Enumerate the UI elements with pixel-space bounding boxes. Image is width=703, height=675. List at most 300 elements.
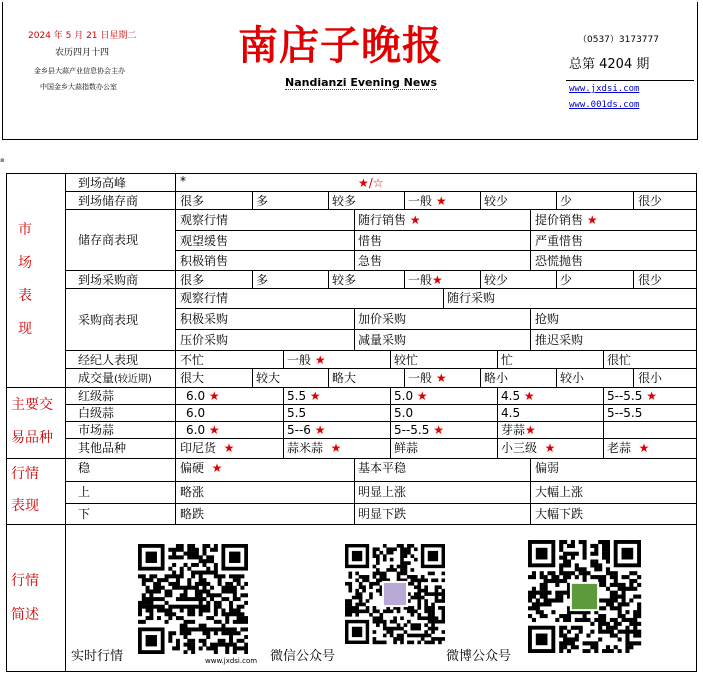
qr-module: [563, 641, 567, 645]
section-trend-2: 表现: [11, 498, 39, 514]
qr-module: [424, 589, 428, 593]
opt: 少: [560, 273, 573, 287]
qr-module: [244, 620, 248, 624]
qr-module: [393, 637, 397, 641]
qr-module: [424, 592, 428, 596]
qr-module: [397, 623, 401, 627]
grid-line: [175, 173, 176, 524]
qr-module: [614, 618, 618, 622]
qr-module: [397, 575, 401, 579]
opt: 不忙: [180, 353, 205, 367]
qr-module: [442, 599, 445, 603]
opt: 随行采购: [447, 291, 496, 305]
qr-module: [583, 575, 587, 579]
qr-module: [168, 608, 172, 612]
qr-module: [218, 627, 222, 631]
qr-module: [214, 601, 218, 605]
qr-module: [551, 610, 555, 614]
qr-module: [366, 599, 370, 603]
qr-module: [606, 556, 610, 560]
opt: 较少: [484, 273, 509, 287]
qr-module: [191, 627, 195, 631]
qr-module: [598, 575, 602, 579]
qr-module: [168, 635, 172, 639]
qr-module: [184, 650, 188, 654]
qr-module: [168, 616, 172, 620]
qr-module: [362, 575, 366, 579]
qr-module: [431, 592, 435, 596]
qr-module: [379, 572, 383, 576]
qr-module: [187, 639, 191, 643]
qr-module: [202, 548, 206, 552]
qr-module: [417, 585, 421, 589]
qr-module: [390, 620, 394, 624]
qr-module: [172, 631, 176, 635]
opt: 很少: [638, 273, 663, 287]
qr-module: [149, 578, 153, 582]
qr-module: [244, 601, 248, 605]
qr-module: [424, 630, 428, 634]
qr-module: [614, 579, 618, 583]
qr-module: [598, 540, 602, 544]
qr-module: [610, 626, 614, 630]
qr-module: [559, 579, 563, 583]
qr-module: [637, 614, 641, 618]
qr-module: [176, 646, 180, 650]
qr-module: [590, 630, 594, 634]
qr-module: [233, 578, 237, 582]
qr-module: [191, 608, 195, 612]
qr-module: [424, 641, 428, 645]
qr-module: [184, 563, 188, 567]
qr-module: [229, 586, 233, 590]
qr-module: [376, 558, 380, 562]
qr-module: [404, 623, 408, 627]
qr-module: [165, 601, 169, 605]
website-link-1[interactable]: www.jxdsi.com: [569, 84, 640, 94]
qr-module: [563, 575, 567, 579]
qr-module: [397, 572, 401, 576]
opt: 急售: [358, 254, 383, 268]
qr-module: [594, 645, 598, 649]
qr-module: [352, 610, 356, 614]
qr-module: [191, 620, 195, 624]
qr-module: [206, 601, 210, 605]
qr-module: [583, 556, 587, 560]
qr-module: [195, 597, 199, 601]
qr-module: [229, 590, 233, 594]
qr-module: [586, 641, 590, 645]
qr-module: [240, 593, 244, 597]
qr-module: [417, 582, 421, 586]
qr-module: [383, 558, 387, 562]
qr-module: [184, 590, 188, 594]
qr-module: [221, 586, 225, 590]
qr-module: [540, 587, 544, 591]
qr-module: [629, 583, 633, 587]
opt: 4.5: [501, 406, 521, 420]
qr-module: [414, 596, 418, 600]
qr-module: [414, 610, 418, 614]
qr-module: [633, 571, 637, 575]
qr-module: [442, 578, 445, 582]
qr-module: [404, 561, 408, 565]
qr-module: [373, 582, 377, 586]
qr-module: [359, 610, 363, 614]
qr-module: [359, 596, 363, 600]
qr-module: [583, 614, 587, 618]
qr-module: [544, 579, 548, 583]
qr-module: [373, 551, 377, 555]
qr-module: [614, 634, 618, 638]
qr-module: [355, 578, 359, 582]
qr-module: [221, 624, 225, 628]
qr-module: [424, 585, 428, 589]
qr-module: [590, 559, 594, 563]
opt: 略小: [484, 371, 509, 385]
qr-module: [240, 586, 244, 590]
opt-selected: 5--6 ★: [287, 423, 326, 437]
qr-module: [180, 593, 184, 597]
qr-module: [225, 612, 229, 616]
qr-module: [138, 605, 142, 609]
qr-module: [191, 612, 195, 616]
qr-module: [142, 620, 146, 624]
qr-module: [195, 586, 199, 590]
qr-module: [210, 548, 214, 552]
qr-module: [575, 634, 579, 638]
qr-module: [618, 614, 622, 618]
qr-module: [244, 593, 248, 597]
qr-caption: www.jxdsi.com: [205, 657, 258, 665]
qr-module: [214, 627, 218, 631]
qr-module: [610, 571, 614, 575]
qr-module: [583, 548, 587, 552]
qr-module: [442, 613, 445, 617]
qr-module: [369, 596, 373, 600]
qr-module: [563, 626, 567, 630]
qr-module: [376, 554, 380, 558]
qr-module: [417, 603, 421, 607]
grid-line: [252, 270, 253, 288]
qr-module: [414, 547, 418, 551]
qr-module: [633, 579, 637, 583]
co-organizer: 中国金乡大蒜指数办公室: [40, 83, 117, 91]
qr-module: [379, 620, 383, 624]
qr-module: [622, 591, 626, 595]
qr-module: [559, 591, 563, 595]
opt: 很多: [180, 273, 205, 287]
website-link-2[interactable]: www.001ds.com: [569, 100, 640, 110]
qr-module: [594, 552, 598, 556]
qr-module: [202, 552, 206, 556]
opt: 较大: [256, 371, 281, 385]
qr-module: [404, 551, 408, 555]
qr-module: [567, 649, 571, 653]
qr-module: [244, 643, 248, 647]
qr-module: [579, 626, 583, 630]
qr-module: [594, 559, 598, 563]
qr-module: [184, 593, 188, 597]
qr-module: [225, 586, 229, 590]
qr-module: [195, 571, 199, 575]
qr-module: [176, 544, 180, 548]
qr-module: [614, 598, 618, 602]
qr-module: [225, 631, 229, 635]
qr-module: [629, 598, 633, 602]
qr-module: [191, 563, 195, 567]
qr-module: [411, 596, 415, 600]
qr-module: [633, 622, 637, 626]
qr-module: [191, 586, 195, 590]
qr-module: [225, 590, 229, 594]
qr-module: [602, 575, 606, 579]
qr-module: [142, 582, 146, 586]
opt-selected: 5--5.5 ★: [607, 389, 657, 403]
qr-module: [206, 631, 210, 635]
qr-module: [629, 630, 633, 634]
qr-module: [225, 643, 229, 647]
qr-module: [191, 639, 195, 643]
qr-module: [602, 606, 606, 610]
qr-module: [180, 631, 184, 635]
qr-module: [376, 641, 380, 645]
qr-module: [161, 605, 165, 609]
qr-module: [438, 585, 442, 589]
qr-module: [191, 605, 195, 609]
qr-module: [345, 599, 349, 603]
qr-module: [602, 618, 606, 622]
qr-module: [184, 597, 188, 601]
qr-module: [594, 575, 598, 579]
qr-module: [176, 548, 180, 552]
qr-module: [598, 637, 602, 641]
qr-module: [400, 561, 404, 565]
qr-module: [199, 601, 203, 605]
qr-module: [233, 593, 237, 597]
qr-module: [428, 606, 432, 610]
qr-module: [157, 616, 161, 620]
qr-module: [414, 592, 418, 596]
qr-module: [614, 595, 618, 599]
label-volume: 成交量(较近期): [78, 371, 152, 385]
qr-module: [191, 646, 195, 650]
qr-module: [362, 610, 366, 614]
qr-module: [206, 646, 210, 650]
qr-module: [195, 627, 199, 631]
qr-module: [431, 637, 435, 641]
qr-module: [567, 563, 571, 567]
qr-module: [199, 590, 203, 594]
qr-module: [407, 575, 411, 579]
qr-module: [244, 627, 248, 631]
section-market-2: 场: [18, 255, 32, 271]
opt: 多: [256, 273, 269, 287]
qr-module: [206, 616, 210, 620]
qr-module: [390, 610, 394, 614]
qr-module: [221, 574, 225, 578]
arrival-peak-stars: ★/☆: [358, 176, 384, 190]
qr-module: [407, 551, 411, 555]
qr-module: [187, 555, 191, 559]
qr-module: [551, 579, 555, 583]
qr-module: [532, 618, 536, 622]
qr-module: [187, 643, 191, 647]
qr-module: [417, 627, 421, 631]
qr-module: [229, 574, 233, 578]
qr-module: [233, 597, 237, 601]
grid-line: [6, 524, 697, 525]
opt: 多: [256, 194, 269, 208]
grid-line: [443, 288, 444, 308]
qr-module: [157, 597, 161, 601]
qr-module: [431, 572, 435, 576]
qr-code-wechat[interactable]: [345, 544, 445, 652]
grid-line: [480, 270, 481, 288]
qr-module: [532, 591, 536, 595]
qr-module: [547, 598, 551, 602]
qr-module: [149, 597, 153, 601]
qr-module: [180, 544, 184, 548]
qr-module: [637, 575, 641, 579]
qr-module: [629, 587, 633, 591]
qr-module: [390, 634, 394, 638]
qr-module: [214, 608, 218, 612]
qr-module: [225, 597, 229, 601]
qr-module: [202, 586, 206, 590]
label-other-varieties: 其他品种: [78, 441, 127, 455]
qr-module: [165, 620, 169, 624]
qr-module: [229, 601, 233, 605]
qr-module: [431, 613, 435, 617]
qr-module: [598, 630, 602, 634]
qr-module: [575, 552, 579, 556]
opt-selected: 提价销售 ★: [535, 213, 598, 227]
qr-code-realtime[interactable]: [138, 544, 248, 654]
qr-module: [417, 596, 421, 600]
qr-module: [199, 571, 203, 575]
qr-module: [536, 610, 540, 614]
qr-module: [397, 565, 401, 569]
qr-module: [362, 603, 366, 607]
qr-module: [435, 637, 439, 641]
qr-module: [187, 582, 191, 586]
qr-module: [161, 608, 165, 612]
grid-line: [354, 209, 355, 270]
qr-module: [428, 620, 432, 624]
qr-module: [348, 572, 352, 576]
qr-module: [590, 575, 594, 579]
qr-module: [397, 634, 401, 638]
opt: 加价采购: [358, 312, 407, 326]
qr-module: [379, 575, 383, 579]
qr-module: [428, 592, 432, 596]
qr-code-weibo[interactable]: [528, 540, 643, 653]
opt-selected: 一般 ★: [408, 371, 447, 385]
qr-module: [386, 551, 390, 555]
qr-module: [240, 627, 244, 631]
qr-module: [602, 544, 606, 548]
qr-module: [184, 624, 188, 628]
qr-module: [602, 649, 606, 653]
qr-module: [348, 613, 352, 617]
qr-module: [233, 643, 237, 647]
organizer: 金乡县大蒜产业信息协会主办: [34, 67, 125, 75]
qr-module: [583, 618, 587, 622]
qr-module: [237, 639, 241, 643]
qr-module: [421, 575, 425, 579]
qr-module: [590, 622, 594, 626]
grid-line: [480, 191, 481, 209]
qr-module: [438, 606, 442, 610]
qr-module: [168, 631, 172, 635]
label-trend-down: 下: [78, 507, 91, 521]
qr-module: [571, 571, 575, 575]
qr-module: [376, 616, 380, 620]
label-realtime: 实时行情: [71, 649, 124, 664]
qr-module: [202, 559, 206, 563]
qr-module: [176, 574, 180, 578]
qr-module: [397, 544, 401, 548]
qr-module: [625, 649, 629, 653]
qr-module: [172, 574, 176, 578]
qr-module: [547, 602, 551, 606]
qr-module: [210, 593, 214, 597]
label-buyer-arrival: 到场采购商: [78, 273, 139, 287]
qr-module: [622, 618, 626, 622]
qr-module: [594, 618, 598, 622]
qr-module: [559, 645, 563, 649]
qr-module: [563, 559, 567, 563]
qr-module: [180, 548, 184, 552]
opt: 少: [560, 194, 573, 208]
qr-module: [376, 620, 380, 624]
qr-module: [555, 598, 559, 602]
opt-selected: 蒜米蒜 ★: [287, 441, 342, 455]
qr-module: [428, 613, 432, 617]
grid-line: [633, 191, 634, 209]
qr-module: [598, 622, 602, 626]
qr-module: [386, 568, 390, 572]
qr-module: [583, 552, 587, 556]
opt-selected: 5.0 ★: [394, 389, 428, 403]
qr-module: [172, 555, 176, 559]
qr-module: [625, 630, 629, 634]
qr-module: [233, 586, 237, 590]
qr-module: [428, 627, 432, 631]
qr-module: [544, 575, 548, 579]
qr-module: [606, 540, 610, 544]
qr-module: [229, 627, 233, 631]
opt: 5.5: [287, 406, 307, 420]
qr-module: [206, 593, 210, 597]
qr-module: [417, 613, 421, 617]
qr-module: [428, 641, 432, 645]
qr-module: [637, 595, 641, 599]
qr-module: [563, 645, 567, 649]
section-market-3: 表: [18, 288, 32, 304]
opt: 6.0: [186, 406, 206, 420]
qr-module: [563, 634, 567, 638]
qr-module: [614, 591, 618, 595]
qr-module: [390, 551, 394, 555]
qr-module: [442, 572, 445, 576]
qr-module: [352, 627, 362, 637]
section-varieties-1: 主要交: [11, 397, 53, 413]
qr-module: [606, 645, 610, 649]
qr-module: [210, 627, 214, 631]
qr-module: [345, 610, 349, 614]
